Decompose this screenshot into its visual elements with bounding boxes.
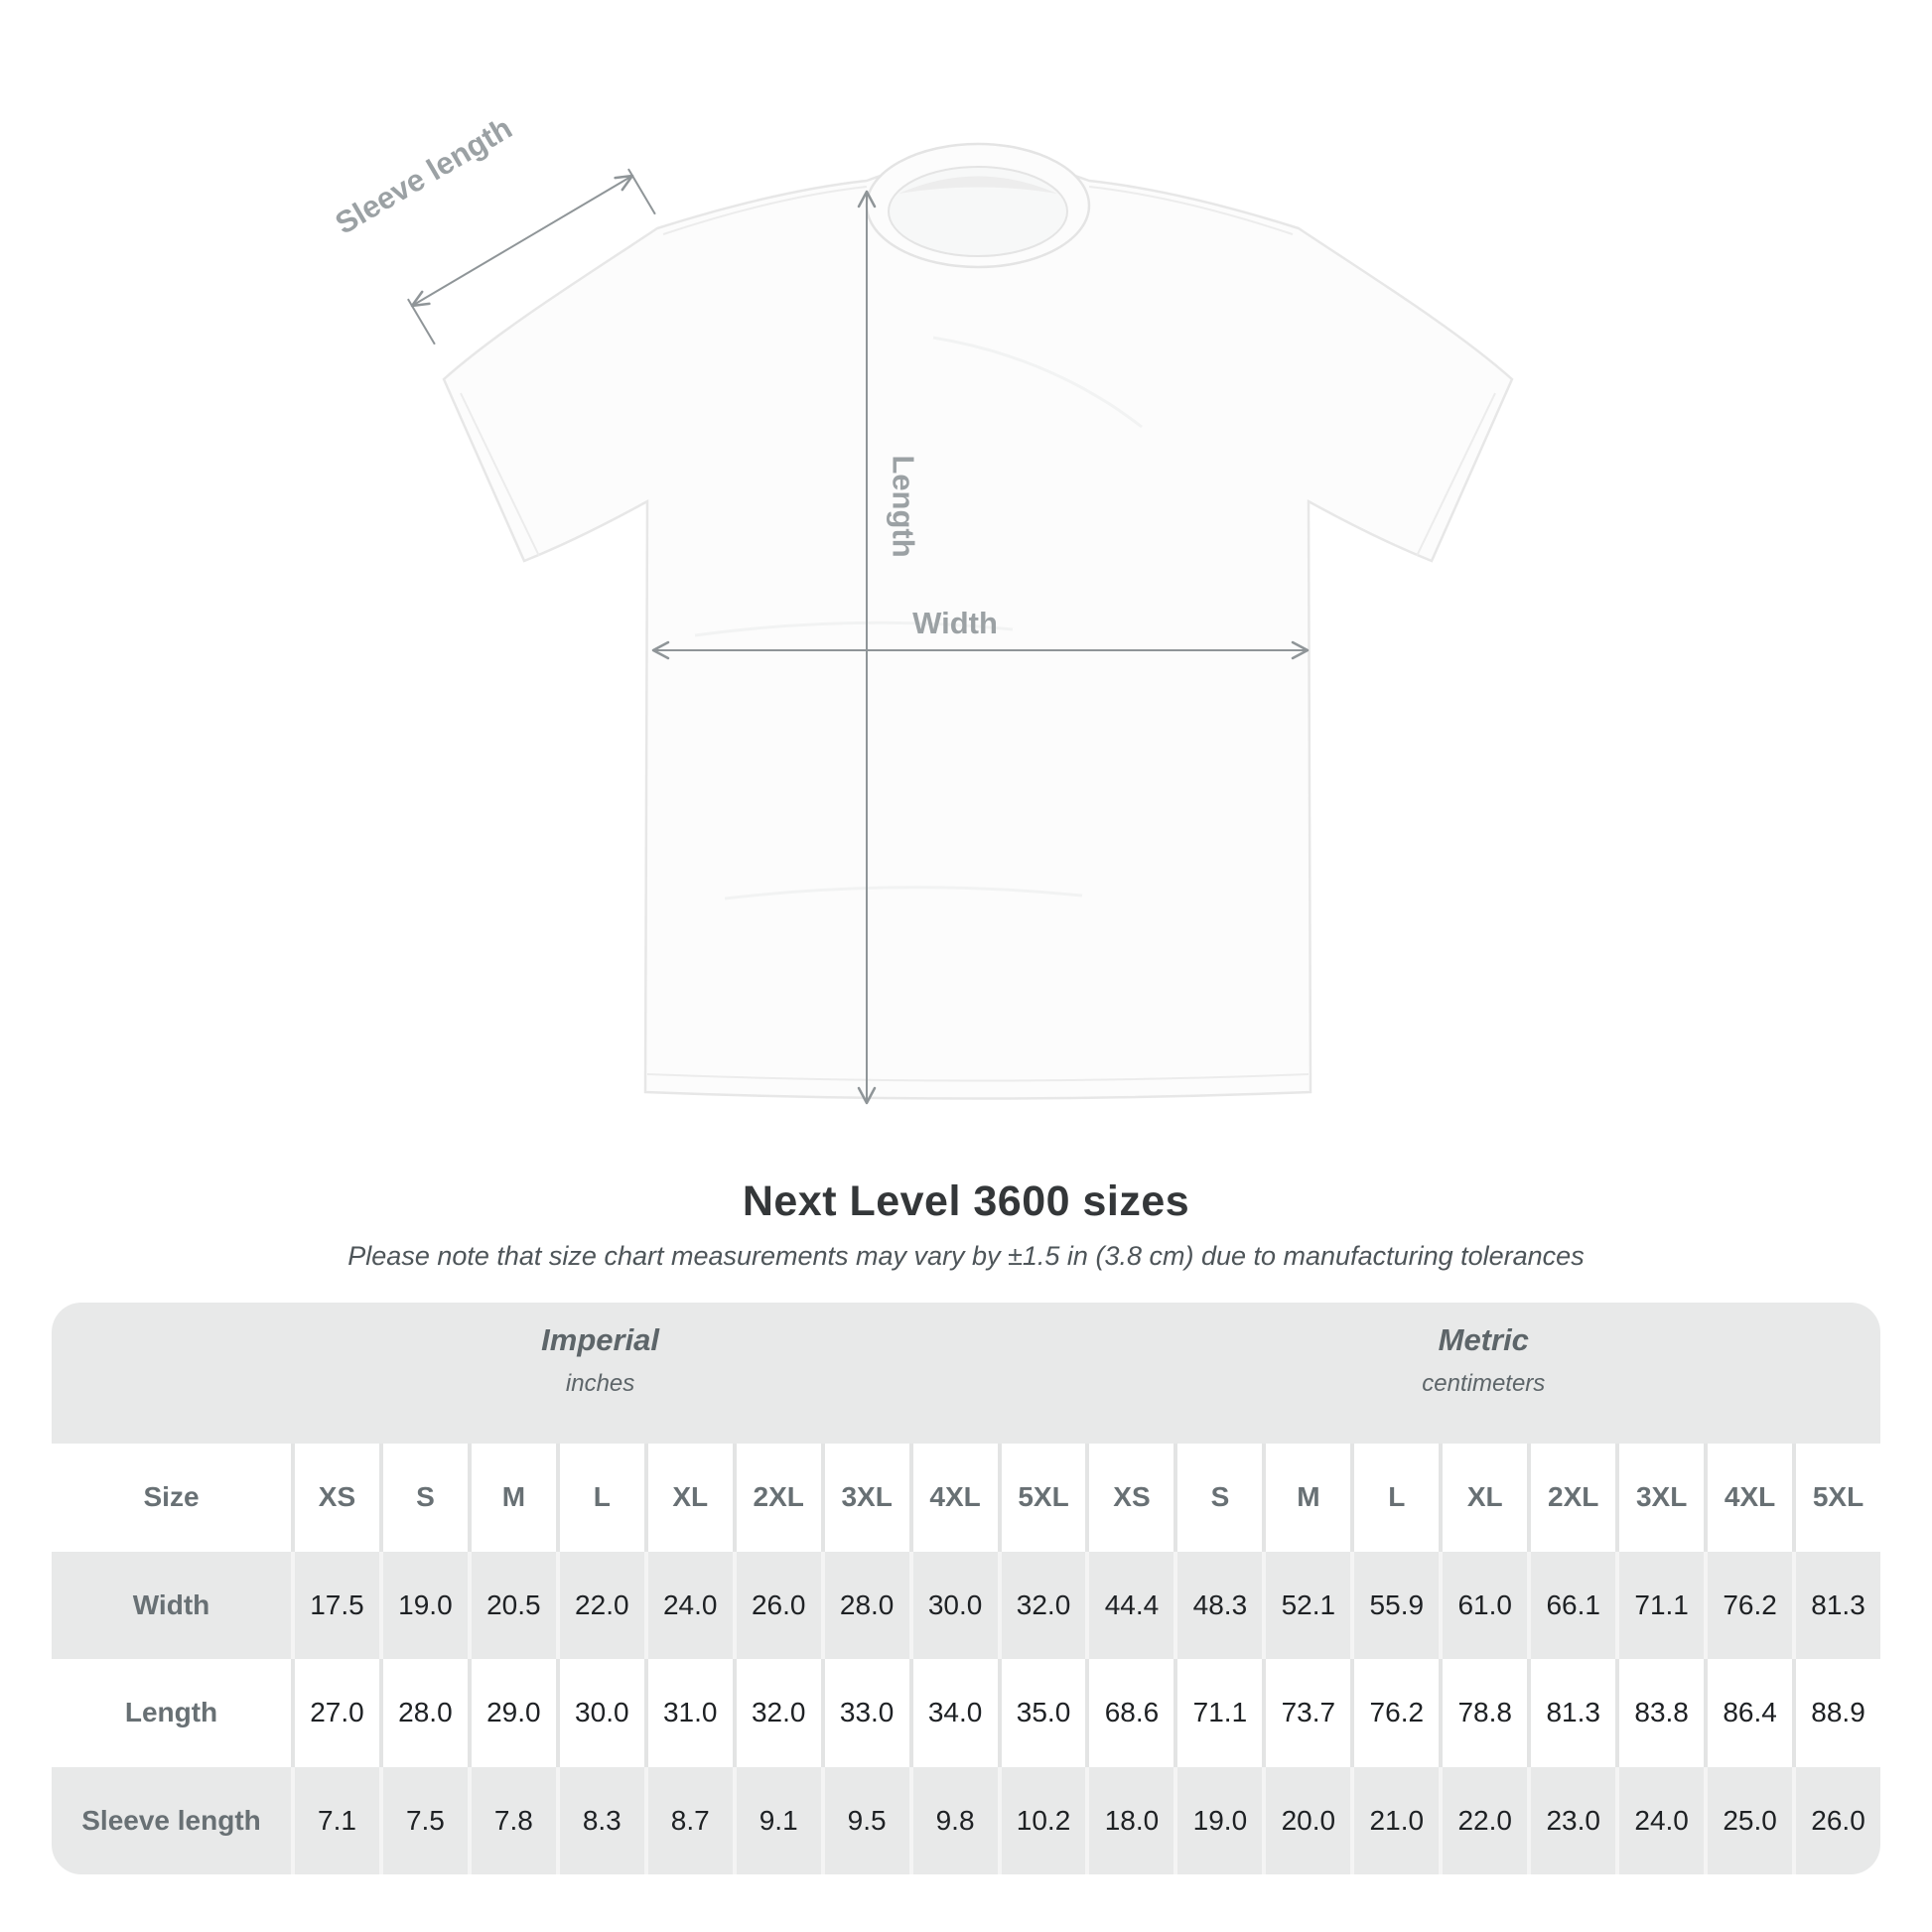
size-col-header-imperial: S xyxy=(379,1444,468,1552)
value-cell: 52.1 xyxy=(1262,1552,1350,1660)
value-cell: 55.9 xyxy=(1350,1552,1439,1660)
value-cell: 34.0 xyxy=(909,1659,998,1767)
value-cell: 24.0 xyxy=(644,1552,733,1660)
size-table-grid xyxy=(52,1444,1880,1874)
value-cell: 18.0 xyxy=(1085,1767,1173,1875)
row-label: Length xyxy=(52,1659,291,1767)
metric-group-header xyxy=(1422,1322,1545,1398)
size-col-header-imperial: L xyxy=(556,1444,644,1552)
value-cell: 7.8 xyxy=(468,1767,556,1875)
size-col-header-metric: M xyxy=(1262,1444,1350,1552)
value-cell: 28.0 xyxy=(821,1552,909,1660)
width-label: Width xyxy=(912,606,998,640)
value-cell: 32.0 xyxy=(998,1552,1086,1660)
value-cell: 81.3 xyxy=(1792,1552,1880,1660)
value-cell: 9.1 xyxy=(733,1767,821,1875)
sleeve-length-label: Sleeve length xyxy=(329,110,518,241)
size-column-header: Size xyxy=(52,1444,291,1552)
value-cell: 25.0 xyxy=(1704,1767,1792,1875)
value-cell: 20.5 xyxy=(468,1552,556,1660)
value-cell: 35.0 xyxy=(998,1659,1086,1767)
size-col-header-imperial: XS xyxy=(291,1444,379,1552)
value-cell: 33.0 xyxy=(821,1659,909,1767)
value-cell: 88.9 xyxy=(1792,1659,1880,1767)
value-cell: 71.1 xyxy=(1173,1659,1262,1767)
metric-group-name: Metric xyxy=(1438,1322,1529,1357)
value-cell: 26.0 xyxy=(733,1552,821,1660)
size-col-header-metric: XS xyxy=(1085,1444,1173,1552)
value-cell: 76.2 xyxy=(1350,1659,1439,1767)
value-cell: 9.8 xyxy=(909,1767,998,1875)
value-cell: 30.0 xyxy=(556,1659,644,1767)
value-cell: 73.7 xyxy=(1262,1659,1350,1767)
value-cell: 24.0 xyxy=(1615,1767,1704,1875)
value-cell: 78.8 xyxy=(1439,1659,1527,1767)
value-cell: 17.5 xyxy=(291,1552,379,1660)
value-cell: 68.6 xyxy=(1085,1659,1173,1767)
value-cell: 22.0 xyxy=(556,1552,644,1660)
value-cell: 61.0 xyxy=(1439,1552,1527,1660)
imperial-group-unit: inches xyxy=(565,1370,635,1397)
size-col-header-metric: L xyxy=(1350,1444,1439,1552)
value-cell: 86.4 xyxy=(1704,1659,1792,1767)
size-col-header-metric: 2XL xyxy=(1527,1444,1615,1552)
size-col-header-imperial: XL xyxy=(644,1444,733,1552)
value-cell: 22.0 xyxy=(1439,1767,1527,1875)
value-cell: 31.0 xyxy=(644,1659,733,1767)
size-col-header-metric: 5XL xyxy=(1792,1444,1880,1552)
size-col-header-metric: 3XL xyxy=(1615,1444,1704,1552)
value-cell: 26.0 xyxy=(1792,1767,1880,1875)
value-cell: 19.0 xyxy=(1173,1767,1262,1875)
value-cell: 30.0 xyxy=(909,1552,998,1660)
tolerance-note: Please note that size chart measurements may vary by ±1.5 in (3.8 cm) due to manufacturing tolerances xyxy=(347,1241,1585,1271)
size-col-header-imperial: 4XL xyxy=(909,1444,998,1552)
value-cell: 71.1 xyxy=(1615,1552,1704,1660)
page-title: Next Level 3600 sizes xyxy=(742,1177,1190,1225)
value-cell: 48.3 xyxy=(1173,1552,1262,1660)
size-col-header-metric: XL xyxy=(1439,1444,1527,1552)
value-cell: 7.5 xyxy=(379,1767,468,1875)
size-col-header-imperial: 3XL xyxy=(821,1444,909,1552)
value-cell: 32.0 xyxy=(733,1659,821,1767)
value-cell: 19.0 xyxy=(379,1552,468,1660)
value-cell: 8.7 xyxy=(644,1767,733,1875)
value-cell: 23.0 xyxy=(1527,1767,1615,1875)
imperial-group-header xyxy=(541,1322,659,1398)
row-label: Sleeve length xyxy=(52,1767,291,1875)
imperial-group-name: Imperial xyxy=(541,1322,660,1357)
metric-group-unit: centimeters xyxy=(1422,1370,1546,1397)
size-table xyxy=(52,1303,1880,1874)
value-cell: 83.8 xyxy=(1615,1659,1704,1767)
value-cell: 44.4 xyxy=(1085,1552,1173,1660)
size-col-header-imperial: 2XL xyxy=(733,1444,821,1552)
value-cell: 21.0 xyxy=(1350,1767,1439,1875)
size-col-header-metric: S xyxy=(1173,1444,1262,1552)
size-col-header-imperial: M xyxy=(468,1444,556,1552)
value-cell: 9.5 xyxy=(821,1767,909,1875)
value-cell: 66.1 xyxy=(1527,1552,1615,1660)
value-cell: 29.0 xyxy=(468,1659,556,1767)
size-col-header-metric: 4XL xyxy=(1704,1444,1792,1552)
unit-group-header xyxy=(52,1303,1880,1444)
value-cell: 27.0 xyxy=(291,1659,379,1767)
value-cell: 81.3 xyxy=(1527,1659,1615,1767)
value-cell: 10.2 xyxy=(998,1767,1086,1875)
value-cell: 28.0 xyxy=(379,1659,468,1767)
value-cell: 20.0 xyxy=(1262,1767,1350,1875)
row-label: Width xyxy=(52,1552,291,1660)
size-col-header-imperial: 5XL xyxy=(998,1444,1086,1552)
value-cell: 8.3 xyxy=(556,1767,644,1875)
length-label: Length xyxy=(886,455,921,558)
value-cell: 76.2 xyxy=(1704,1552,1792,1660)
value-cell: 7.1 xyxy=(291,1767,379,1875)
